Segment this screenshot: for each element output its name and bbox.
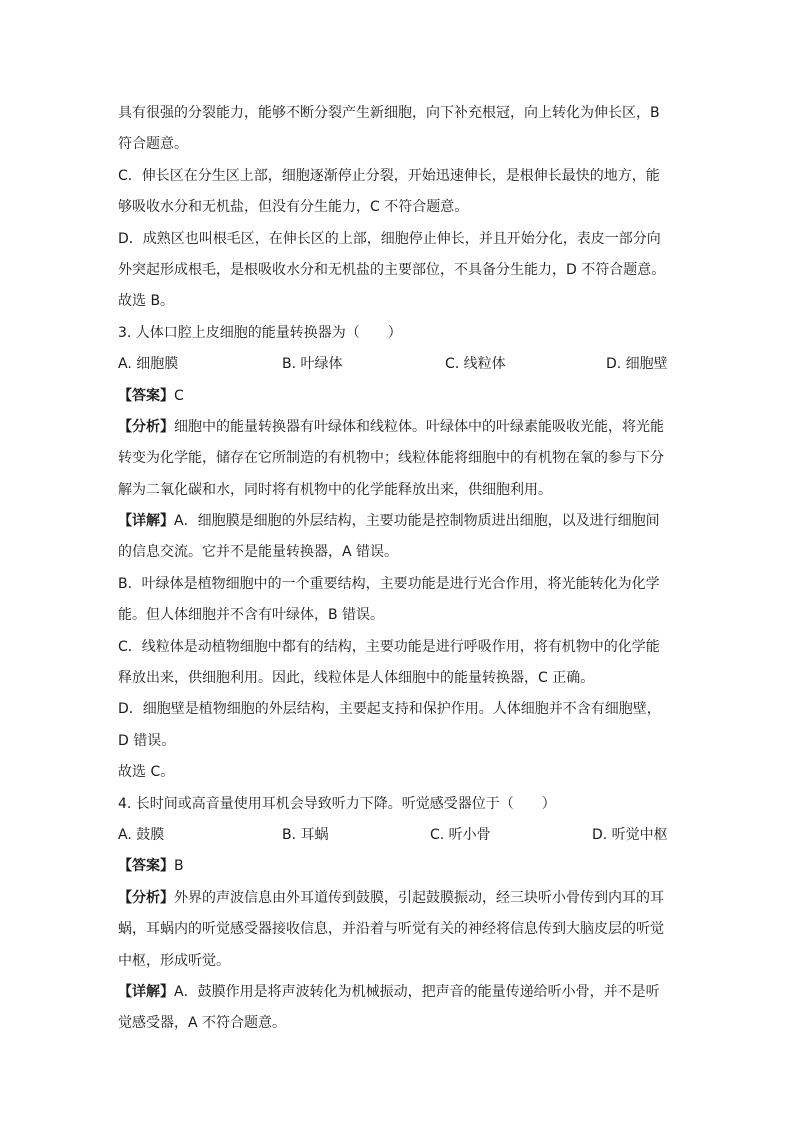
q3-analysis-line [118, 412, 678, 443]
question-4-stem: 4. 长时间或高音量使用耳机会导致听力下降。听觉感受器位于（ ） [118, 795, 556, 812]
analysis-text: 细胞中的能量转换器有叶绿体和线粒体。叶绿体中的叶绿素能吸收光能，将光能 [174, 418, 664, 435]
text-line: 解为二氧化碳和水，同时将有机物中的化学能释放出来，供细胞利用。 [118, 481, 552, 498]
text-line: 转变为化学能，储存在它所制造的有机物中；线粒体能将细胞中的有机物在氧的参与下分 [118, 450, 664, 467]
question-3-stem: 3. 人体口腔上皮细胞的能量转换器为（ ） [118, 324, 402, 341]
q4-detail-line [118, 977, 678, 1008]
text-line: D．成熟区也叫根毛区，在伸长区的上部，细胞停止伸长，并且开始分化，表皮一部分向 [118, 230, 661, 247]
q3-answer-line [118, 381, 678, 412]
detail-text: A．鼓膜作用是将声波转化为机械振动，把声音的能量传递给听小骨，并不是听 [174, 983, 660, 1000]
text-line: D 错误。 [118, 732, 176, 749]
conclusion-line: 故选 C。 [118, 764, 175, 781]
q4-option-a: A. 鼓膜 [118, 826, 165, 843]
answer-tag: 【答案】 [118, 858, 174, 875]
analysis-tag: 【分析】 [118, 418, 174, 435]
q3-detail-line [118, 506, 678, 537]
q4-option-d: D. 听觉中枢 [592, 826, 668, 843]
analysis-tag: 【分析】 [118, 889, 174, 906]
detail-text: A．细胞膜是细胞的外层结构，主要功能是控制物质进出细胞，以及进行细胞间 [174, 513, 660, 530]
answer-value: C [174, 387, 184, 404]
q3-option-c: C. 线粒体 [445, 356, 506, 373]
text-line: 能。但人体细胞并不含有叶绿体，B 错误。 [118, 607, 385, 624]
q4-answer-line [118, 851, 678, 882]
text-line: C．伸长区在分生区上部，细胞逐渐停止分裂，开始迅速伸长，是根伸长最快的地方，能 [118, 167, 660, 184]
text-line: 蜗，耳蜗内的听觉感受器接收信息，并沿着与听觉有关的神经将信息传到大脑皮层的听觉 [118, 921, 664, 938]
q3-option-a: A. 细胞膜 [118, 356, 179, 373]
text-line: 具有很强的分裂能力，能够不断分裂产生新细胞，向下补充根冠，向上转化为伸长区，B [118, 105, 660, 121]
conclusion-line: 故选 B。 [118, 293, 175, 310]
question-4-options [118, 820, 678, 851]
document-body [118, 98, 678, 1040]
text-line: 够吸收水分和无机盐，但没有分生能力，C 不符合题意。 [118, 199, 469, 216]
answer-tag: 【答案】 [118, 387, 174, 404]
text-line: C．线粒体是动植物细胞中都有的结构，主要功能是进行呼吸作用，将有机物中的化学能 [118, 638, 660, 655]
q4-analysis-line [118, 883, 678, 914]
question-3-options [118, 349, 678, 380]
answer-value: B [174, 858, 184, 875]
detail-tag: 【详解】 [118, 983, 174, 1000]
text-line: 符合题意。 [118, 136, 188, 153]
q3-option-d: D. 细胞壁 [606, 356, 668, 373]
q3-option-b: B. 叶绿体 [282, 356, 343, 373]
text-line: 的信息交流。它并不是能量转换器，A 错误。 [118, 544, 399, 561]
q4-option-c: C. 听小骨 [430, 826, 491, 843]
text-line: 释放出来，供细胞利用。因此，线粒体是人体细胞中的能量转换器，C 正确。 [118, 670, 595, 687]
text-line: D．细胞壁是植物细胞的外层结构，主要起支持和保护作用。人体细胞并不含有细胞壁， [118, 701, 661, 718]
text-line: B．叶绿体是植物细胞中的一个重要结构，主要功能是进行光合作用，将光能转化为化学 [118, 575, 660, 592]
q4-option-b: B. 耳蜗 [282, 826, 329, 843]
text-line: 中枢，形成听觉。 [118, 952, 230, 969]
text-line: 觉感受器，A 不符合题意。 [118, 1015, 287, 1032]
text-line: 外突起形成根毛，是根吸收水分和无机盐的主要部位，不具备分生能力，D 不符合题意。 [118, 261, 666, 278]
detail-tag: 【详解】 [118, 513, 174, 530]
analysis-text: 外界的声波信息由外耳道传到鼓膜，引起鼓膜振动，经三块听小骨传到内耳的耳 [174, 889, 664, 906]
